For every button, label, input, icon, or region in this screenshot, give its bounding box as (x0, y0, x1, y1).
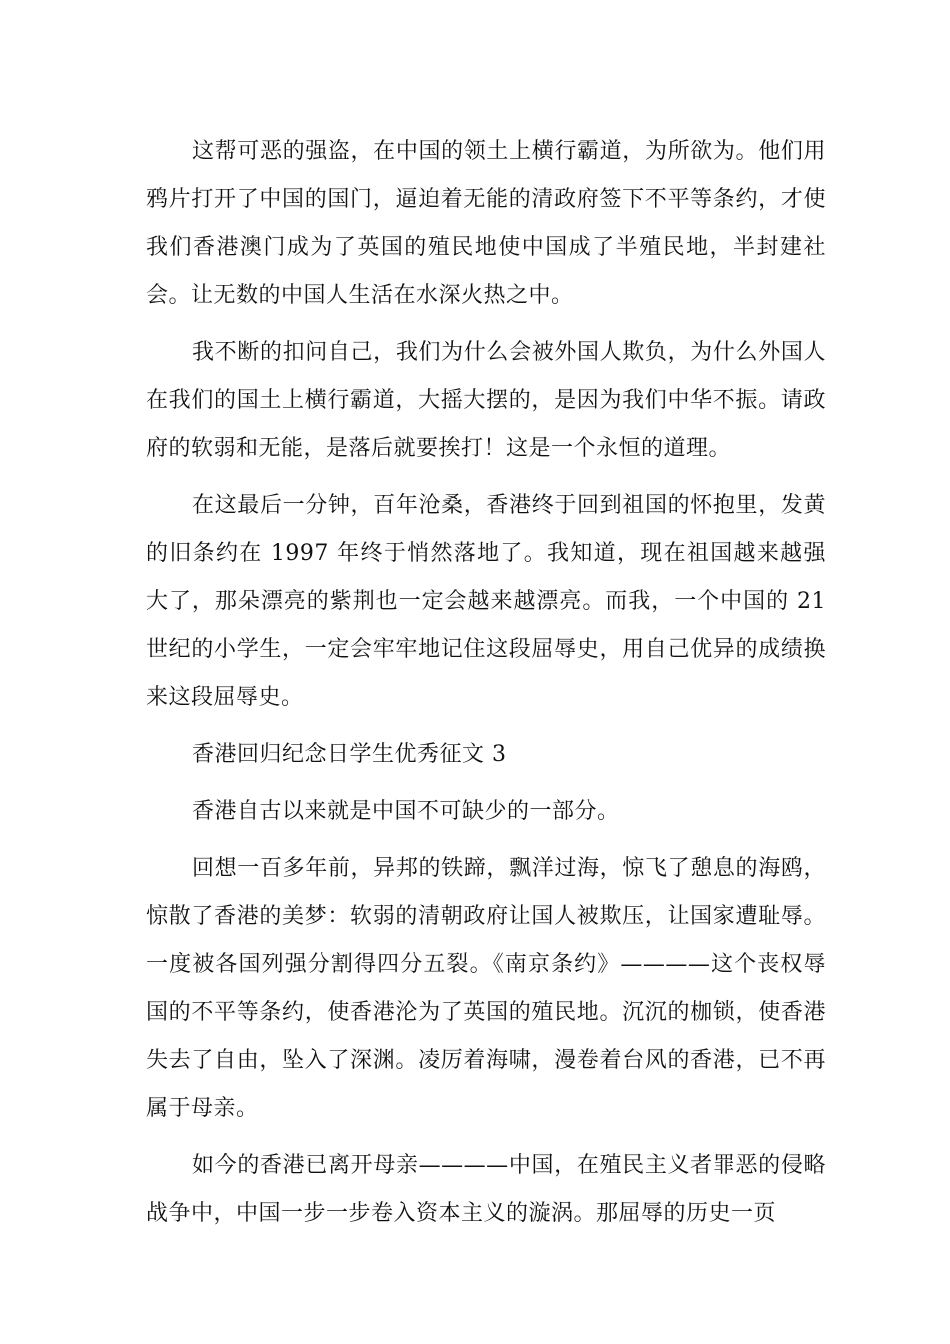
essay-heading: 香港回归纪念日学生优秀征文 3 (192, 742, 507, 767)
paragraph-1: 这帮可恶的强盗，在中国的领土上横行霸道，为所欲为。他们用鸦片打开了中国的国门，逼迫着无能的清政府签下不平等条约，才使我们香港澳门成为了英国的殖民地使中国成了半殖民地，半封建社会。让无数的中国人生活在水深火热之中。 (146, 139, 826, 308)
document-body (146, 128, 826, 1238)
paragraph-6: 回想一百多年前，异邦的铁蹄，飘洋过海，惊飞了憩息的海鸥，惊散了香港的美梦：软弱的清朝政府让国人被欺压，让国家遭耻辱。一度被各国列强分割得四分五裂。《南京条约》————这个丧权辱国的不平等条约，使香港沦为了英国的殖民地。沉沉的枷锁，使香港失去了自由，坠入了深渊。凌厉着海啸，漫卷着台风的香港，已不再属于母亲。 (146, 856, 826, 1121)
paragraph-2: 我不断的扣问自己，我们为什么会被外国人欺负，为什么外国人在我们的国土上横行霸道，大摇大摆的，是因为我们中华不振。请政府的软弱和无能，是落后就要挨打！这是一个永恒的道理。 (146, 340, 826, 461)
paragraph-3: 在这最后一分钟，百年沧桑，香港终于回到祖国的怀抱里，发黄的旧条约在 1997 年终于悄然落地了。我知道，现在祖国越来越强大了，那朵漂亮的紫荆也一定会越来越漂亮。而我，一个中国的 21 世纪的小学生，一定会牢牢地记住这段屈辱史，用自己优异的成绩换来这段屈辱史。 (146, 493, 826, 710)
paragraph-5: 香港自古以来就是中国不可缺少的一部分。 (192, 799, 620, 824)
paragraph-7: 如今的香港已离开母亲————中国，在殖民主义者罪恶的侵略战争中，中国一步一步卷入资本主义的漩涡。那屈辱的历史一页 (146, 1153, 826, 1226)
